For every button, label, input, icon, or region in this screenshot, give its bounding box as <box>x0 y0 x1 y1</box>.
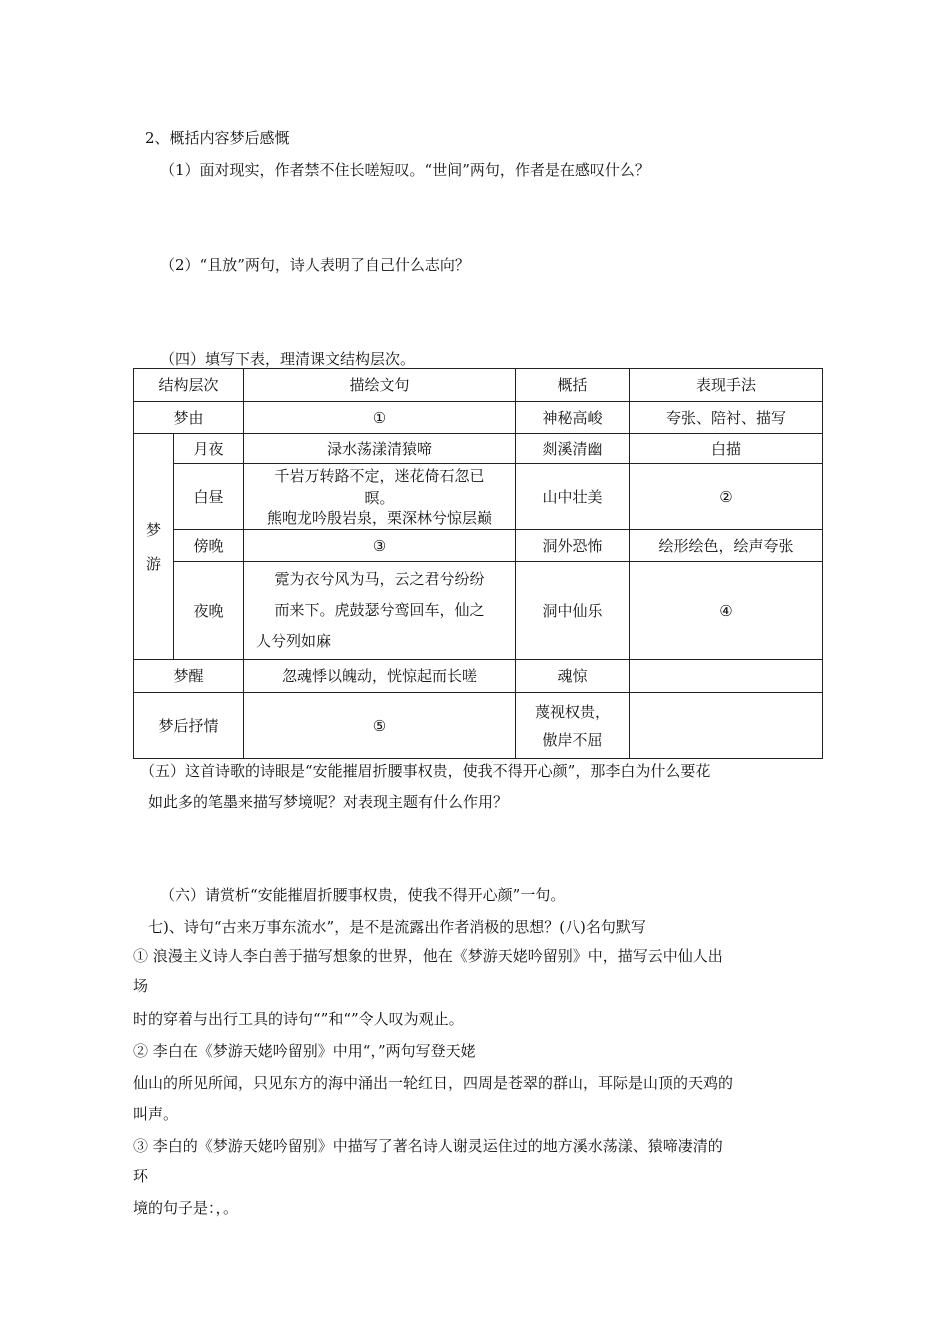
recite-item1-line3: 时的穿着与出行工具的诗句“”和“”令人叹为观止。 <box>133 1010 464 1028</box>
row-sentence <box>244 464 516 530</box>
table-header-row <box>134 369 823 402</box>
header-structure: 结构层次 <box>134 369 244 402</box>
sentence-line: 熊咆龙吟殷岩泉，栗深林兮惊层巅 <box>267 509 493 527</box>
recite-item2-line2: 仙山的所见所闻，只见东方的海中涌出一轮红日，四周是苍翠的群山，耳际是山顶的天鸡的 <box>133 1074 734 1092</box>
row-summary: 神秘高峻 <box>516 402 630 434</box>
table-row <box>134 660 823 693</box>
recite-item3-line2: 环 <box>133 1167 149 1185</box>
summary-line: 蔑视权贵， <box>535 702 611 721</box>
row-technique: ② <box>630 464 823 530</box>
row-technique: 夸张、陪衬、描写 <box>630 402 823 434</box>
section6: （六）请赏析“安能摧眉折腰事权贵，使我不得开心颜”一句。 <box>160 886 566 904</box>
section4-heading: （四）填写下表，理清课文结构层次。 <box>160 350 416 368</box>
sentence-line: 而来下。虎鼓瑟兮鸾回车，仙之 <box>274 601 485 619</box>
row-sentence: 忽魂悸以魄动，恍惊起而长嗟 <box>244 660 516 693</box>
recite-item3-line1: ③ 李白的《梦游天姥吟留别》中描写了著名诗人谢灵运住过的地方溪水荡漾、猿啼凄清的 <box>133 1137 723 1155</box>
row-sentence: ③ <box>244 530 516 562</box>
header-summary: 概括 <box>516 369 630 402</box>
row-label: 傍晚 <box>174 530 244 562</box>
header-technique: 表现手法 <box>630 369 823 402</box>
table-row <box>134 530 823 562</box>
section5-line2: 如此多的笔墨来描写梦境呢？对表现主题有什么作用？ <box>148 793 509 811</box>
row-label: 梦由 <box>134 402 244 434</box>
table-row <box>134 693 823 759</box>
row-technique: ④ <box>630 562 823 660</box>
structure-table <box>133 368 823 759</box>
sentence-line: 千岩万转路不定，迷花倚石忽已 <box>274 467 485 485</box>
row-technique <box>630 693 823 759</box>
row-sentence: ⑤ <box>244 693 516 759</box>
group-label-mengyou: 梦 游 <box>134 434 174 660</box>
section5-line1: （五）这首诗歌的诗眼是“安能摧眉折腰事权贵，使我不得开心颜”，那李白为什么要花 <box>140 762 711 780</box>
recite-item3-line3: 境的句子是：，。 <box>133 1199 239 1217</box>
header-sentence: 描绘文句 <box>244 369 516 402</box>
recite-item2-line1: ② 李白在《梦游天姥吟留别》中用“，”两句写登天姥 <box>133 1042 476 1060</box>
row-label: 梦后抒情 <box>134 693 244 759</box>
row-sentence: ① <box>244 402 516 434</box>
sentence-line: 霓为衣兮风为马，云之君兮纷纷 <box>274 570 485 588</box>
section7: 七)、诗句“古来万事东流水”，是不是流露出作者消极的思想？(八)名句默写 <box>148 918 646 936</box>
row-label: 月夜 <box>174 434 244 464</box>
row-summary: 山中壮美 <box>516 464 630 530</box>
sentence-line: 人兮列如麻 <box>256 632 332 650</box>
row-label: 白昼 <box>174 464 244 530</box>
summary-line: 傲岸不屈 <box>542 730 603 749</box>
row-label: 夜晚 <box>174 562 244 660</box>
question-2: （2）“且放”两句，诗人表明了自己什么志向？ <box>160 256 470 274</box>
sentence-line: 暝。 <box>364 489 395 507</box>
question-1: （1）面对现实，作者禁不住长嗟短叹。“世间”两句，作者是在感叹什么？ <box>160 161 650 179</box>
row-summary: 洞中仙乐 <box>516 562 630 660</box>
row-sentence <box>244 562 516 660</box>
recite-item1-line2: 场 <box>133 977 149 995</box>
row-technique: 绘形绘色，绘声夸张 <box>630 530 823 562</box>
table-row <box>134 464 823 530</box>
table-row <box>134 434 823 464</box>
row-technique: 白描 <box>630 434 823 464</box>
recite-item1-line1: ① 浪漫主义诗人李白善于描写想象的世界，他在《梦游天姥吟留别》中，描写云中仙人出 <box>133 947 723 965</box>
row-summary: 洞外恐怖 <box>516 530 630 562</box>
row-summary <box>516 693 630 759</box>
section2-heading: 2、概括内容梦后感慨 <box>145 129 290 147</box>
row-sentence: 渌水荡漾清猿啼 <box>244 434 516 464</box>
row-technique <box>630 660 823 693</box>
row-summary: 剡溪清幽 <box>516 434 630 464</box>
table-row <box>134 402 823 434</box>
row-summary: 魂惊 <box>516 660 630 693</box>
table-row <box>134 562 823 660</box>
recite-item2-line3: 叫声。 <box>133 1105 179 1123</box>
row-label: 梦醒 <box>134 660 244 693</box>
